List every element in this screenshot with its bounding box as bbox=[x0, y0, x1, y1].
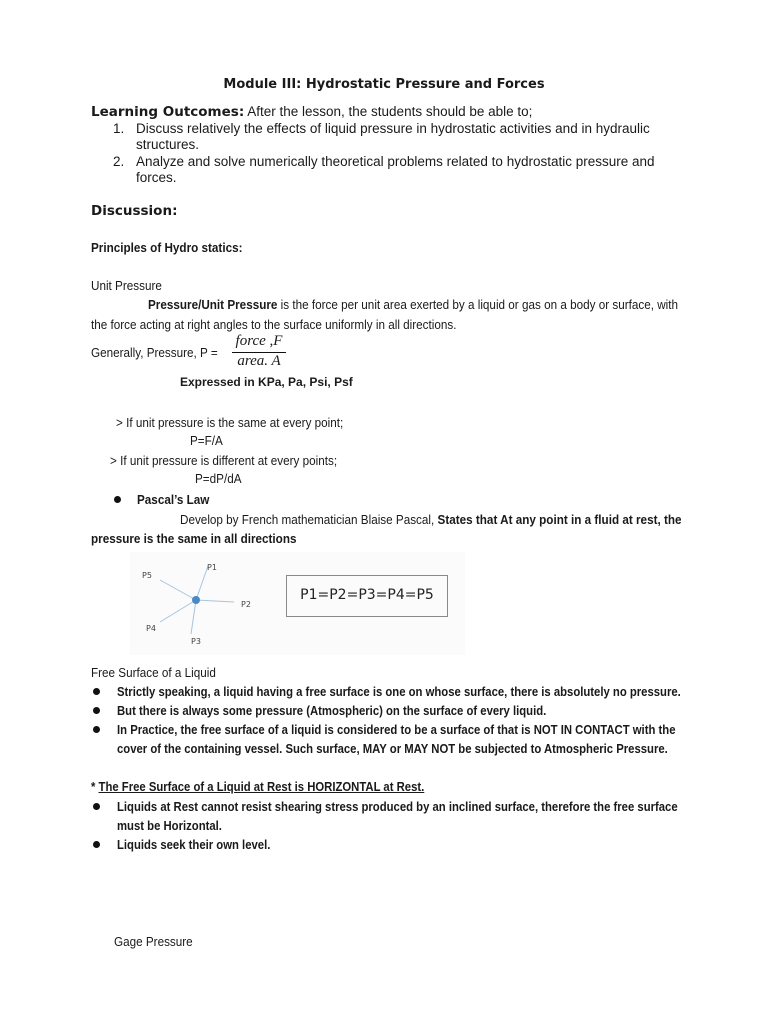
outcome-item: Discuss relatively the effects of liquid pressure in hydrostatic activities and in hydraulic structures. bbox=[136, 121, 650, 152]
pressure-units: Expressed in KPa, Pa, Psi, Psf bbox=[180, 375, 353, 389]
pressure-line-p4 bbox=[160, 600, 196, 622]
gage-pressure-heading: Gage Pressure bbox=[114, 934, 193, 949]
outcome-number: 2. bbox=[113, 154, 125, 169]
pascal-equation: P1=P2=P3=P4=P5 bbox=[300, 587, 434, 603]
page-title: Module III: Hydrostatic Pressure and Forces bbox=[223, 77, 545, 92]
pascal-law-statement: States that At any point in a fluid at rest, the bbox=[437, 512, 682, 527]
learning-outcomes-line bbox=[91, 103, 532, 121]
pressure-line-p2 bbox=[196, 600, 234, 602]
label-p2: P2 bbox=[241, 600, 251, 609]
pascal-law-line2: pressure is the same in all directions bbox=[91, 531, 297, 546]
same-pressure-line: > If unit pressure is the same at every point; bbox=[116, 415, 344, 430]
different-pressure-line: > If unit pressure is different at every points; bbox=[110, 453, 338, 468]
pascal-law-label: Pascal’s Law bbox=[137, 492, 210, 507]
label-p3: P3 bbox=[191, 637, 201, 646]
rest-bullet-1: Liquids at Rest cannot resist shearing stress produced by an inclined surface, therefore the free surface bbox=[117, 799, 678, 814]
free-surface-heading: Free Surface of a Liquid bbox=[91, 665, 216, 680]
pressure-line-p5 bbox=[160, 580, 196, 600]
fluid-point-icon bbox=[192, 596, 200, 604]
rest-heading bbox=[91, 779, 424, 794]
bullet-icon bbox=[93, 688, 100, 695]
rest-heading-text: The Free Surface of a Liquid at Rest is HORIZONTAL at Rest. bbox=[98, 779, 425, 794]
free-surface-bullet-3: In Practice, the free surface of a liquid is considered to be a surface of that is NOT IN CONTACT with the bbox=[117, 722, 676, 737]
bullet-icon bbox=[93, 707, 100, 714]
bullet-icon bbox=[93, 726, 100, 733]
rest-bullet-1-cont: must be Horizontal. bbox=[117, 818, 222, 833]
formula-numerator: force ,F bbox=[235, 333, 283, 349]
discussion-label: Discussion: bbox=[91, 203, 178, 219]
bullet-icon bbox=[114, 496, 121, 503]
unit-pressure-definition bbox=[148, 297, 678, 312]
bullet-icon bbox=[93, 841, 100, 848]
unit-pressure-def-line1: is the force per unit area exerted by a liquid or gas on a body or surface, with bbox=[277, 297, 679, 312]
formula-denominator: area. A bbox=[237, 353, 281, 369]
formula-prefix: Generally, Pressure, P = bbox=[91, 345, 218, 360]
unit-pressure-heading: Unit Pressure bbox=[91, 278, 162, 293]
label-p5: P5 bbox=[142, 571, 152, 580]
rest-bullet-2: Liquids seek their own level. bbox=[117, 837, 271, 852]
rest-prefix: * bbox=[91, 779, 99, 794]
principles-heading: Principles of Hydro statics: bbox=[91, 240, 243, 255]
bullet-icon bbox=[93, 803, 100, 810]
free-surface-bullet-2: But there is always some pressure (Atmospheric) on the surface of every liquid. bbox=[117, 703, 547, 718]
learning-outcomes-label: Learning Outcomes: bbox=[91, 104, 245, 120]
different-pressure-formula: P=dP/dA bbox=[195, 471, 242, 486]
outcome-item: Analyze and solve numerically theoretical problems related to hydrostatic pressure and forces. bbox=[136, 154, 655, 185]
pressure-line-p3 bbox=[191, 600, 196, 634]
free-surface-bullet-1: Strictly speaking, a liquid having a free surface is one on whose surface, there is absolutely no pressure. bbox=[117, 684, 681, 699]
unit-pressure-def-line2: the force acting at right angles to the surface uniformly in all directions. bbox=[91, 317, 457, 332]
outcome-number: 1. bbox=[113, 121, 125, 136]
same-pressure-formula: P=F/A bbox=[190, 433, 223, 448]
label-p1: P1 bbox=[207, 563, 217, 572]
pascal-law-plain: Develop by French mathematician Blaise Pascal, bbox=[180, 512, 438, 527]
unit-pressure-term: Pressure/Unit Pressure bbox=[148, 297, 278, 312]
label-p4: P4 bbox=[146, 624, 156, 633]
learning-outcomes-intro: After the lesson, the students should be able to; bbox=[244, 104, 533, 119]
pascal-law-line1 bbox=[180, 512, 682, 527]
free-surface-bullet-3-cont: cover of the containing vessel. Such surface, MAY or MAY NOT be subjected to Atmospheric Pressure. bbox=[117, 741, 668, 756]
pascal-equation-box bbox=[286, 575, 448, 617]
